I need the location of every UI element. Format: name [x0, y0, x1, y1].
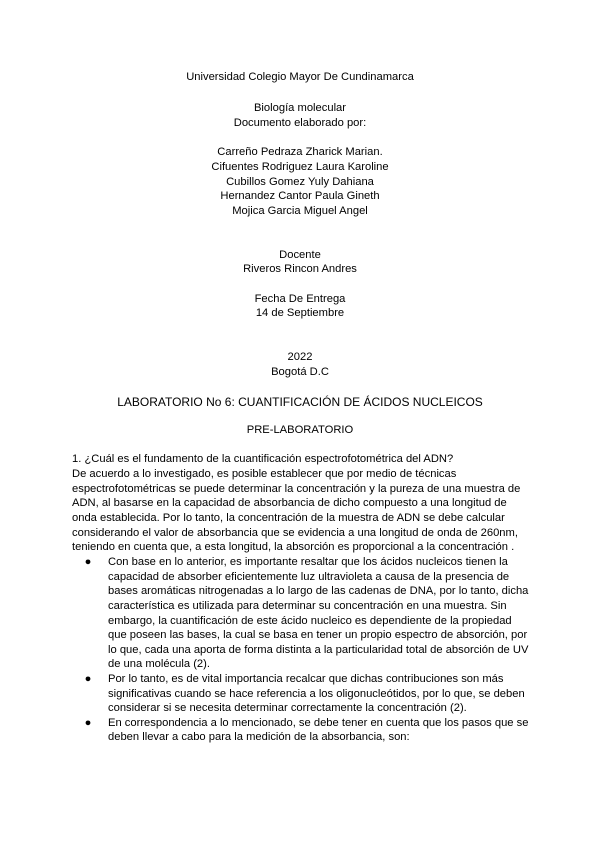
date-value: 14 de Septiembre — [255, 307, 345, 319]
paragraph-line: onda establecida. Por lo tanto, la concentración de la muestra de ADN se debe calcular — [72, 512, 505, 524]
bullet-line: Con base en lo anterior, es importante resaltar que los ácidos nucleicos tienen la — [108, 556, 508, 568]
section-title: PRE-LABORATORIO — [246, 424, 354, 436]
bullet-line: significativas cuando se hace referencia a los oligonucleótidos, por lo que, se deben — [108, 688, 525, 700]
bullet-line: considerar si se necesita determinar correctamente la concentración (2). — [108, 702, 467, 714]
paragraph-line: espectrofotométricas se puede determinar la concentración y la pureza de una muestra de — [72, 483, 521, 495]
bullet-line: de una molécula (2). — [108, 658, 210, 670]
author-name: Hernandez Cantor Paula Gineth — [220, 190, 380, 202]
bullet-line: capacidad de absorber eficientemente luz ultravioleta a causa de la presencia de — [108, 571, 510, 583]
paragraph-line: ADN, al basarse en la capacidad de absorbancia de dicho compuesto a una longitud de — [72, 497, 507, 509]
bullet-line: bases aromáticas nitrogenadas a lo largo de las cadenas de DNA, por lo tanto, dicha — [108, 585, 529, 597]
year: 2022 — [287, 351, 313, 363]
author-name: Cubillos Gomez Yuly Dahiana — [226, 176, 374, 188]
bullet-line: deben llevar a cabo para la medición de la absorbancia, son: — [108, 731, 410, 743]
bullet-line: que poseen las bases, la cual se basa en tener un propio espectro de absorción, por — [108, 629, 528, 641]
bullet-line: embargo, la cuantificación de este ácido nucleico es dependiente de la propiedad — [108, 615, 512, 627]
prepared-by-label: Documento elaborado por: — [233, 117, 367, 129]
bullet-marker: ● — [84, 556, 92, 568]
question-title: 1. ¿Cuál es el fundamento de la cuantificación espectrofotométrica del ADN? — [72, 453, 454, 465]
author-name: Carreño Pedraza Zharick Marian. — [217, 146, 383, 158]
author-name: Cifuentes Rodriguez Laura Karoline — [211, 161, 389, 173]
paragraph-line: De acuerdo a lo investigado, es posible establecer que por medio de técnicas — [72, 468, 457, 480]
subject: Biología molecular — [253, 102, 347, 114]
bullet-line: En correspondencia a lo mencionado, se debe tener en cuenta que los pasos que se — [108, 717, 529, 729]
university-name: Universidad Colegio Mayor De Cundinamarca — [186, 71, 414, 83]
bullet-line: característica es utilizada para determinar su concentración en una muestra. Sin — [108, 600, 507, 612]
paragraph-line: teniendo en cuenta que, a esta longitud, la absorción es proporcional a la concentración . — [72, 541, 515, 553]
bullet-line: lo que, cada una aporta de forma distinta a la particularidad total de absorción de UV — [108, 644, 529, 656]
bullet-marker: ● — [84, 717, 92, 729]
teacher-name: Riveros Rincon Andres — [243, 263, 357, 275]
paragraph-line: considerando el valor de absorbancia que se evidencia a una longitud de onda de 260nm, — [72, 527, 518, 539]
city: Bogotá D.C — [271, 366, 329, 378]
bullet-marker: ● — [84, 673, 92, 685]
date-label: Fecha De Entrega — [254, 293, 346, 305]
author-name: Mojica Garcia Miguel Angel — [232, 205, 368, 217]
bullet-line: Por lo tanto, es de vital importancia recalcar que dichas contribuciones son más — [108, 673, 504, 685]
teacher-label: Docente — [279, 249, 321, 261]
lab-title: LABORATORIO No 6: CUANTIFICACIÓN DE ÁCIDOS NUCLEICOS — [117, 395, 483, 409]
